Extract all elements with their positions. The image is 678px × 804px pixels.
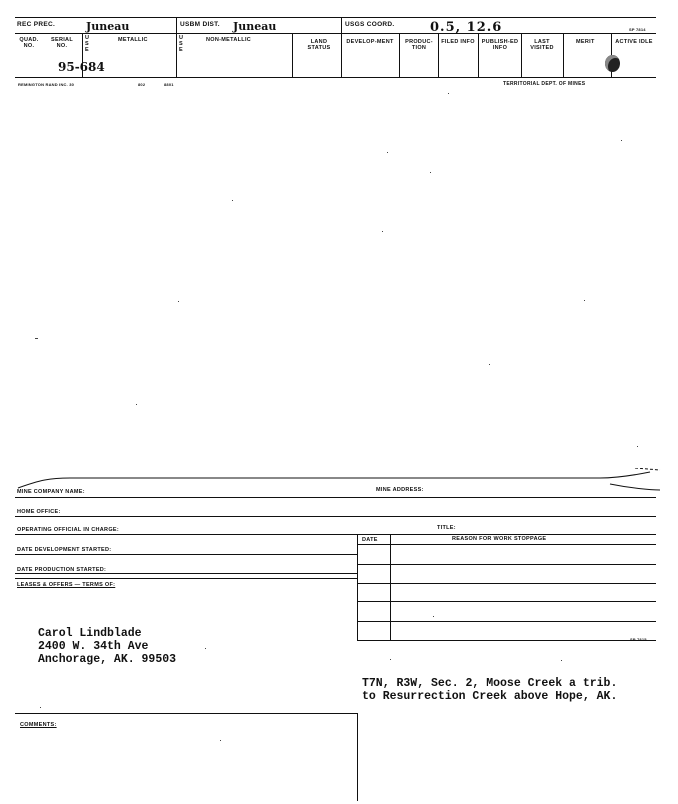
usbm-dist-label: USBM DIST. <box>180 21 220 28</box>
printer-code-2: 8801 <box>164 82 174 87</box>
card-edge <box>10 468 670 492</box>
leases-label: LEASES & OFFERS — TERMS OF: <box>17 582 116 588</box>
mine-address-label: MINE ADDRESS: <box>376 487 424 493</box>
location-line: to Resurrection Creek above Hope, AK. <box>362 690 618 703</box>
printer-code-1: 802 <box>138 82 146 87</box>
usbm-dist-value: Juneau <box>233 20 277 33</box>
date-label: DATE <box>362 537 378 543</box>
rec-prec-label: REC PREC. <box>17 21 56 28</box>
quad-serial-value: 95-684 <box>58 60 105 74</box>
date-development-label: DATE DEVELOPMENT STARTED: <box>17 547 112 553</box>
form-number-bottom: SP 7815 <box>630 637 647 642</box>
col-metallic: METALLIC <box>118 37 148 43</box>
col-use-nonmetallic: U S E <box>179 35 184 53</box>
col-production: PRODUC-TION <box>405 39 433 51</box>
punch-mark <box>605 55 620 72</box>
col-land-status: LAND STATUS <box>307 39 331 51</box>
home-office-label: HOME OFFICE: <box>17 509 61 515</box>
col-active-idle: ACTIVE IDLE <box>615 39 653 45</box>
form-number-top: SP 7814 <box>629 27 646 32</box>
reason-label: REASON FOR WORK STOPPAGE <box>452 536 547 542</box>
col-published-info: PUBLISH-ED INFO <box>481 39 519 51</box>
printer-label: REMINGTON RAND INC. 30 <box>18 82 75 87</box>
title-label: TITLE: <box>437 525 456 531</box>
mine-company-name-label: MINE COMPANY NAME: <box>17 489 85 495</box>
col-last-visited: LAST VISITED <box>530 39 554 51</box>
comments-label: COMMENTS: <box>20 722 57 728</box>
col-use-metallic: U S E <box>85 35 90 53</box>
col-filed-info: FILED INFO <box>441 39 475 45</box>
col-serial-no: SERIAL NO. <box>51 37 73 49</box>
col-merit: MERIT <box>576 39 595 45</box>
col-non-metallic: NON-METALLIC <box>206 37 252 43</box>
address-line: 2400 W. 34th Ave <box>38 640 149 653</box>
location-line: T7N, R3W, Sec. 2, Moose Creek a trib. <box>362 677 618 690</box>
col-development: DEVELOP-MENT <box>346 39 394 45</box>
usgs-coord-value: 0.5, 12.6 <box>430 20 503 35</box>
date-production-label: DATE PRODUCTION STARTED: <box>17 567 107 573</box>
agency-label: TERRITORIAL DEPT. OF MINES <box>503 81 586 87</box>
operating-official-label: OPERATING OFFICIAL IN CHARGE: <box>17 527 119 533</box>
usgs-coord-label: USGS COORD. <box>345 21 395 28</box>
rec-prec-value: Juneau <box>86 20 130 33</box>
address-line: Anchorage, AK. 99503 <box>38 653 177 666</box>
col-quad-no: QUAD. NO. <box>19 37 39 49</box>
address-line: Carol Lindblade <box>38 627 142 640</box>
